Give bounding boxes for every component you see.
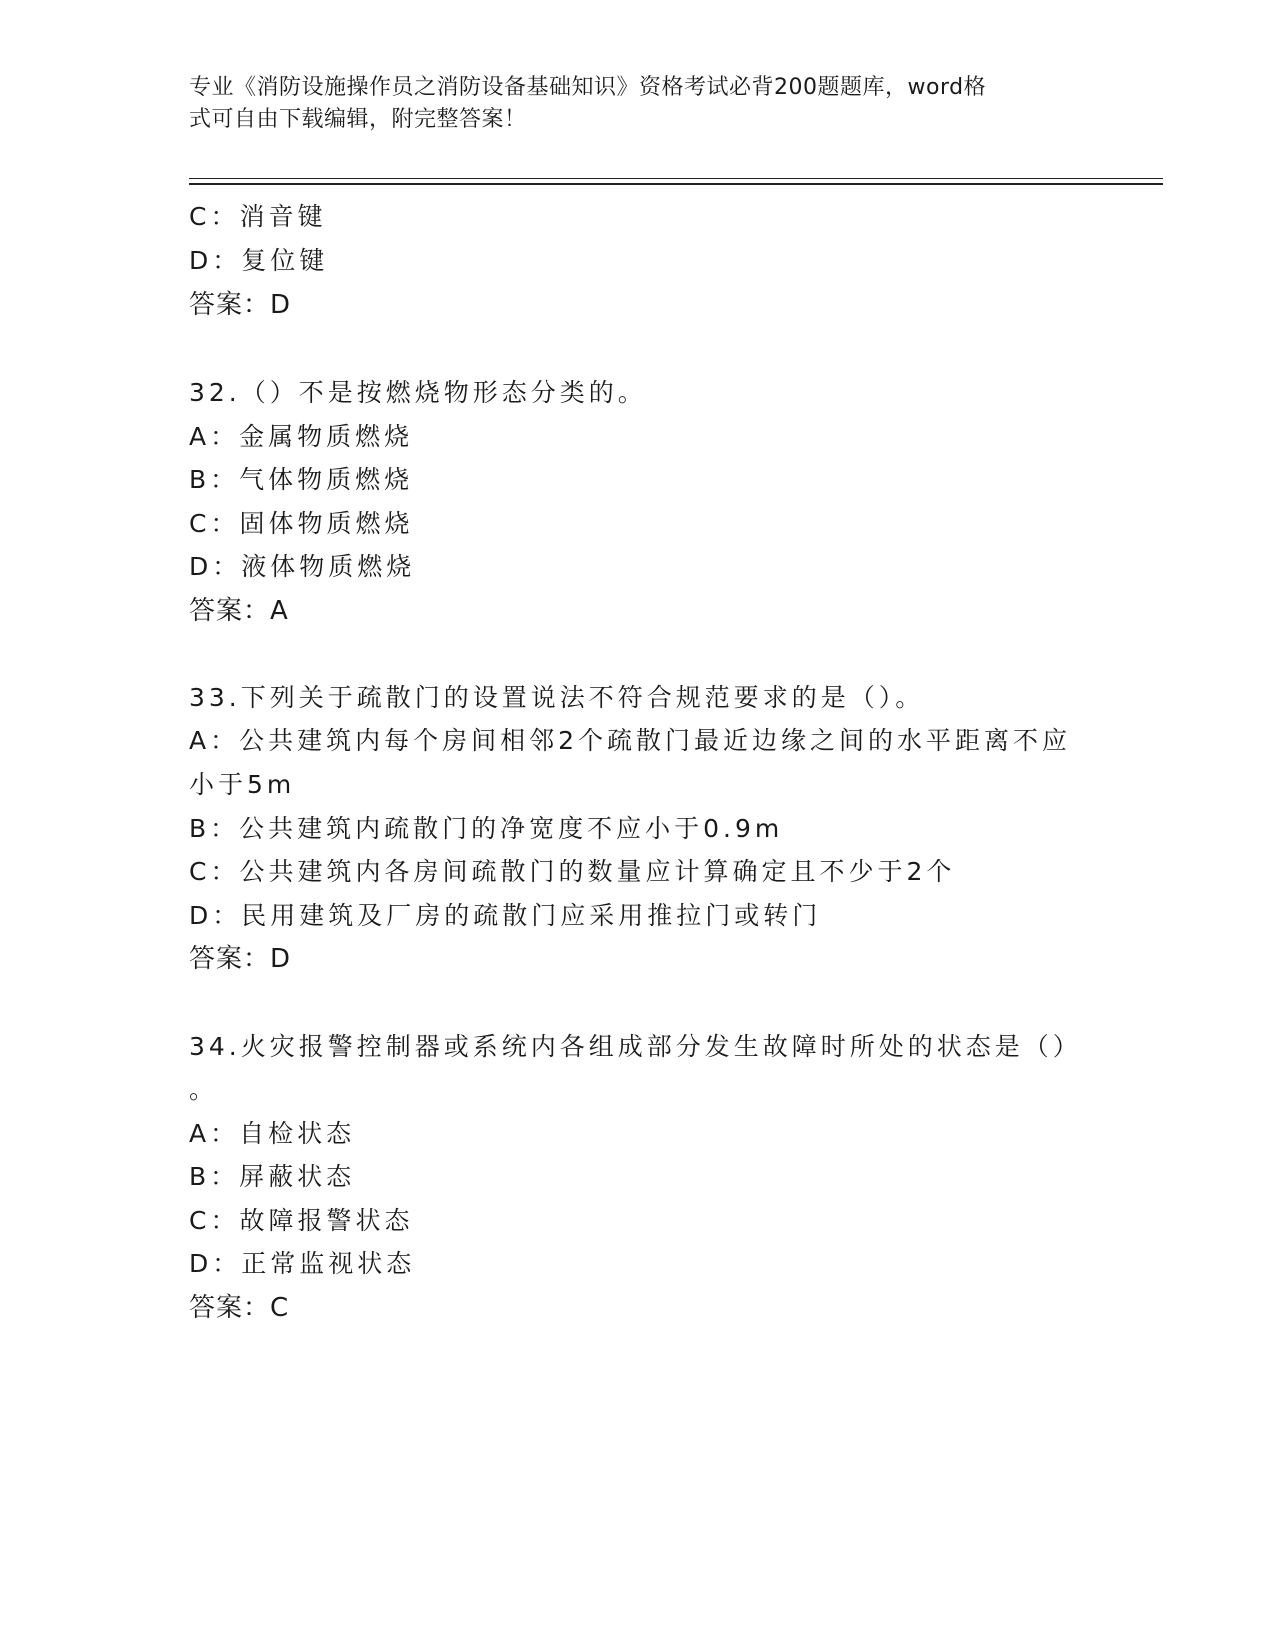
answer: 答案：D bbox=[189, 290, 292, 320]
question-34-option-a: A：自检状态 bbox=[189, 1119, 356, 1148]
header-line-1: 专业《消防设施操作员之消防设备基础知识》资格考试必背200题题库，word格 bbox=[189, 75, 987, 100]
question-33-option-a: A：公共建筑内每个房间相邻2个疏散门最近边缘之间的水平距离不应 bbox=[189, 726, 1072, 755]
question-32-option-d: D：液体物质燃烧 bbox=[189, 552, 416, 581]
question-34-option-d: D：正常监视状态 bbox=[189, 1249, 416, 1278]
question-33-answer: 答案：D bbox=[189, 944, 292, 974]
question-33-stem: 33.下列关于疏散门的设置说法不符合规范要求的是（）。 bbox=[189, 683, 925, 712]
question-33-option-d: D：民用建筑及厂房的疏散门应采用推拉门或转门 bbox=[189, 901, 822, 930]
header-rule-thin bbox=[189, 178, 1163, 179]
question-33-option-a-cont: 小于5m bbox=[189, 770, 296, 799]
option-d: D：复位键 bbox=[189, 246, 329, 275]
question-34-option-c: C：故障报警状态 bbox=[189, 1206, 414, 1235]
question-32-option-a: A：金属物质燃烧 bbox=[189, 422, 414, 451]
header-rule-thick bbox=[189, 183, 1163, 185]
question-32-option-c: C：固体物质燃烧 bbox=[189, 509, 414, 538]
question-32-answer: 答案：A bbox=[189, 596, 289, 626]
question-34-stem-cont: 。 bbox=[189, 1075, 219, 1104]
question-34-option-b: B：屏蔽状态 bbox=[189, 1162, 356, 1191]
option-c: C：消音键 bbox=[189, 202, 327, 231]
question-34-answer: 答案：C bbox=[189, 1293, 290, 1323]
question-34-stem: 34.火灾报警控制器或系统内各组成部分发生故障时所处的状态是（） bbox=[189, 1032, 1082, 1061]
page-header bbox=[189, 72, 1079, 136]
question-32-option-b: B：气体物质燃烧 bbox=[189, 465, 414, 494]
question-33-option-b: B：公共建筑内疏散门的净宽度不应小于0.9m bbox=[189, 814, 784, 843]
header-line-2: 式可自由下载编辑，附完整答案！ bbox=[189, 107, 527, 132]
question-33-option-c: C：公共建筑内各房间疏散门的数量应计算确定且不少于2个 bbox=[189, 857, 956, 886]
question-32-stem: 32.（）不是按燃烧物形态分类的。 bbox=[189, 378, 647, 407]
